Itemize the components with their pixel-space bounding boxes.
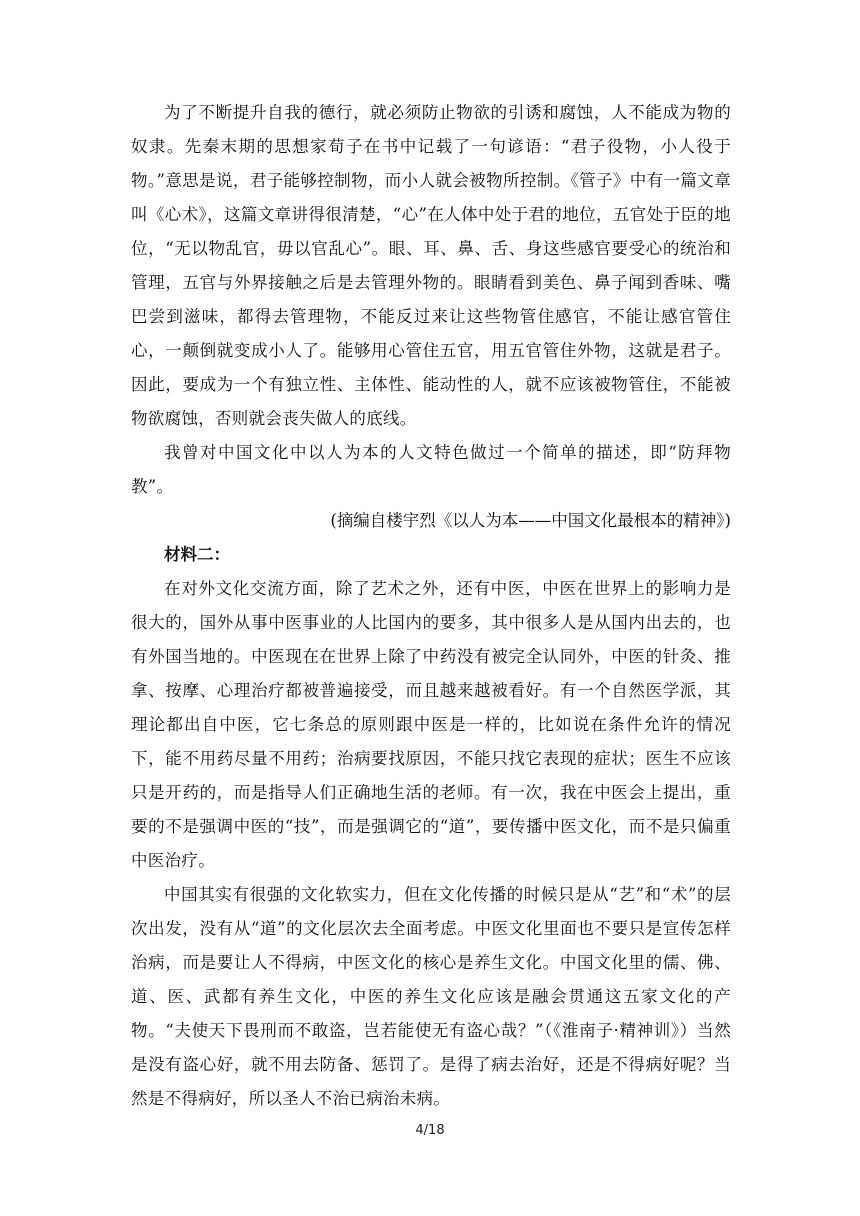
section-heading: 材料二： (164, 545, 230, 564)
paragraph: 在对外文化交流方面，除了艺术之外，还有中医，中医在世界上的影响力是很大的，国外从事中医事业的人比国内的要多，其中很多人是从国内出去的，也有外国当地的。中医现在在世界上除了中药没有被完全认同外，中医的针灸、推拿、按摩、心理治疗都被普遍接受，而且越来越被看好。有一个自然医学派，其理论都出自中医，它七条总的原则跟中医是一样的，比如说在条件允许的情况下，能不用药尽量不用药；治病要找原因，不能只找它表现的症状；医生不应该只是开药的，而是指导人们正确地生活的老师。有一次，我在中医会上提出，重要的不是强调中医的“技”，而是强调它的“道”，要传播中医文化，而不是只偏重中医治疗。 (131, 579, 731, 870)
page-number: 4/18 (415, 1123, 445, 1138)
document-body (131, 96, 731, 1116)
paragraph: 为了不断提升自我的德行，就必须防止物欲的引诱和腐蚀，人不能成为物的奴隶。先秦末期的思想家荀子在书中记载了一句谚语：“君子役物，小人役于物。”意思是说，君子能够控制物，而小人就会被物所控制。《管子》中有一篇文章叫《心术》，这篇文章讲得很清楚，“心”在人体中处于君的地位，五官处于臣的地位，“无以物乱官，毋以官乱心”。眼、耳、鼻、舌、身这些感官要受心的统治和管理，五官与外界接触之后是去管理外物的。眼睛看到美色、鼻子闻到香味、嘴巴尝到滋味，都得去管理物，不能反过来让这些物管住感官，不能让感官管住心，一颠倒就变成小人了。能够用心管住五官，用五官管住外物，这就是君子。因此，要成为一个有独立性、主体性、能动性的人，就不应该被物管住，不能被物欲腐蚀，否则就会丧失做人的底线。 (131, 103, 731, 428)
citation: (摘编自楼宇烈《以人为本——中国文化最根本的精神》) (330, 511, 731, 530)
paragraph: 我曾对中国文化中以人为本的人文特色做过一个简单的描述，即“防拜物教”。 (131, 443, 731, 496)
paragraph: 中国其实有很强的文化软实力，但在文化传播的时候只是从“艺”和“术”的层次出发，没有从“道”的文化层次去全面考虑。中医文化里面也不要只是宣传怎样治病，而是要让人不得病，中医文化的核心是养生文化。中国文化里的儒、佛、道、医、武都有养生文化，中医的养生文化应该是融会贯通这五家文化的产物。“夫使天下畏刑而不敢盗，岂若能使无有盗心哉？”（《淮南子·精神训》）当然是没有盗心好，就不用去防备、惩罚了。是得了病去治好，还是不得病好呢？当然是不得病好，所以圣人不治已病治未病。 (131, 885, 731, 1108)
